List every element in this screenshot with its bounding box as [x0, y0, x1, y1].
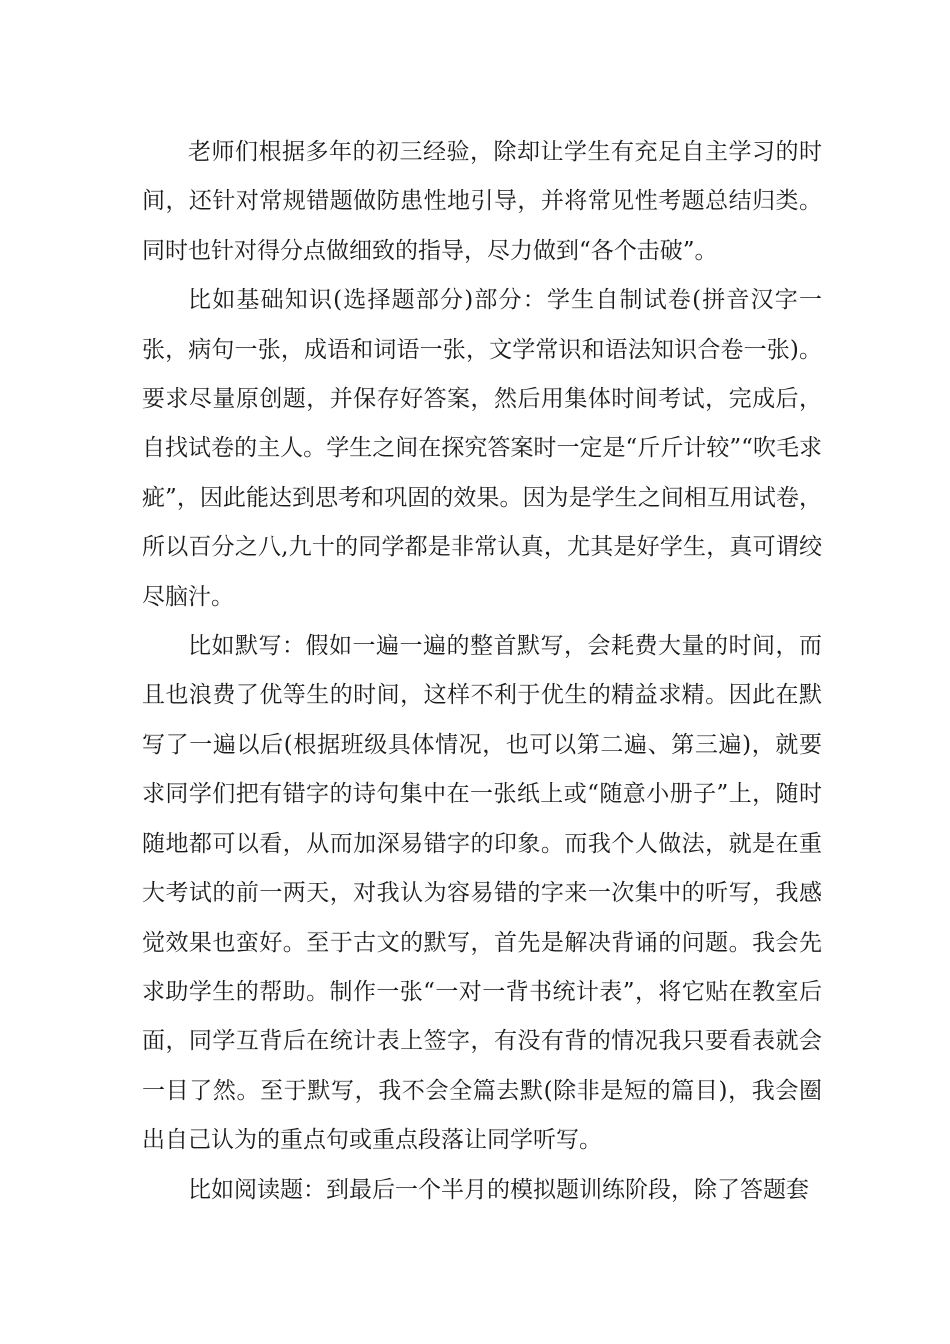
- paragraph-review-strategy: 老师们根据多年的初三经验，除却让学生有充足自主学习的时间，还针对常规错题做防患性地引导，并将常见性考题总结归类。同时也针对得分点做细致的指导，尽力做到“各个击破”。: [142, 139, 822, 264]
- paragraph-dictation: 比如默写：假如一遍一遍的整首默写，会耗费大量的时间，而且也浪费了优等生的时间，这样不利于优生的精益求精。因此在默写了一遍以后(根据班级具体情况，也可以第二遍、第三遍)，就要求同学们把有错字的诗句集中在一张纸上或“随意小册子”上，随时随地都可以看，从而加深易错字的印象。而我个人做法，就是在重大考试的前一两天，对我认为容易错的字来一次集中的听写，我感觉效果也蛮好。至于古文的默写，首先是解决背诵的问题。我会先求助学生的帮助。制作一张“一对一背书统计表”，将它贴在教室后面，同学互背后在统计表上签字，有没有背的情况我只要看表就会一目了然。至于默写，我不会全篇去默(除非是短的篇目)，我会圈出自己认为的重点句或重点段落让同学听写。: [142, 633, 822, 1154]
- paragraph-reading: 比如阅读题：到最后一个半月的模拟题训练阶段，除了答题套: [188, 1176, 809, 1203]
- paragraph-basic-knowledge: 比如基础知识(选择题部分)部分：学生自制试卷(拼音汉字一张，病句一张，成语和词语一张，文学常识和语法知识合卷一张)。要求尽量原创题，并保存好答案，然后用集体时间考试，完成后，自找试卷的主人。学生之间在探究答案时一定是“斤斤计较”“吹毛求疵”，因此能达到思考和巩固的效果。因为是学生之间相互用试卷，所以百分之八,九十的同学都是非常认真，尤其是好学生，真可谓绞尽脑汁。: [142, 287, 822, 610]
- document-body: [142, 128, 822, 1215]
